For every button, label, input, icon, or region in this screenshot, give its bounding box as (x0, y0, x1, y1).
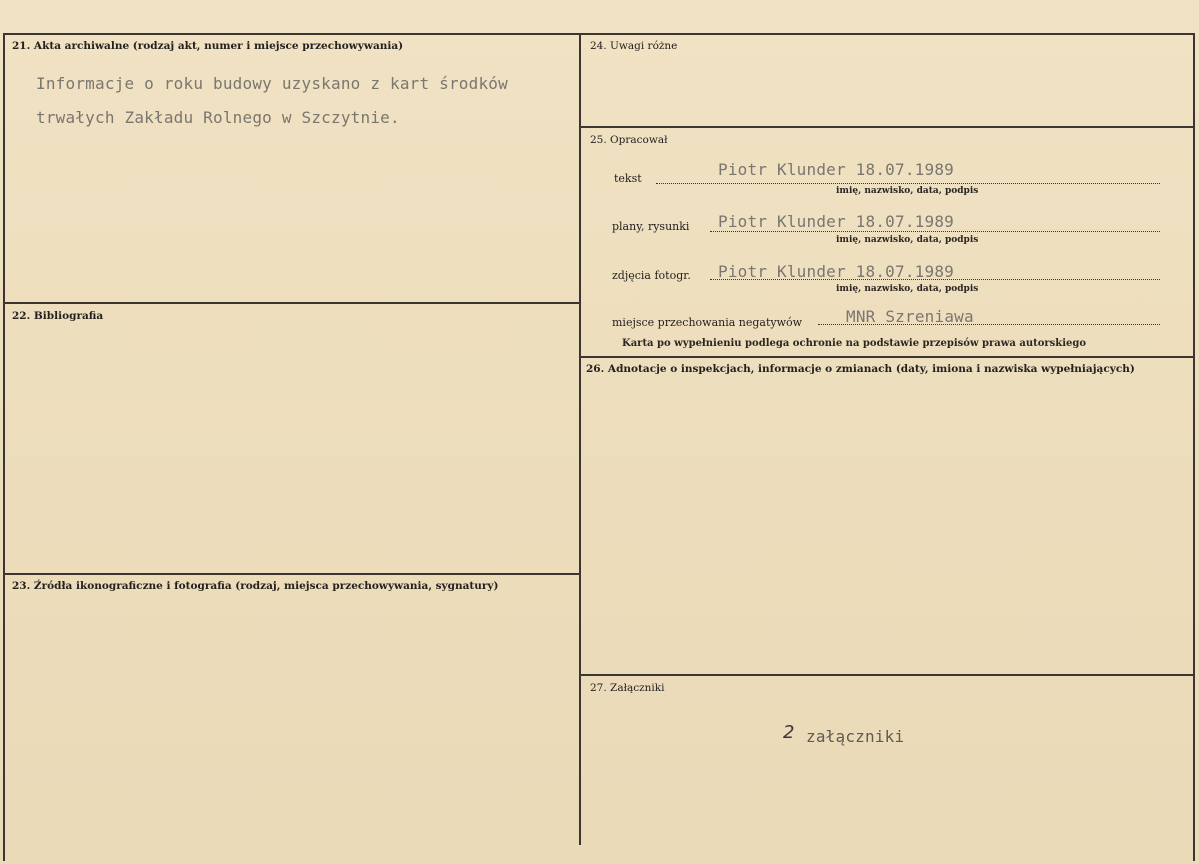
field-hint-photos: imię, nazwisko, data, podpis (836, 284, 979, 294)
field-label-plans: plany, rysunki (612, 220, 690, 233)
section-25-label: 25. Opracował (590, 134, 668, 146)
divider-21-22 (4, 302, 581, 304)
field-label-text: tekst (614, 172, 642, 185)
left-border (3, 33, 5, 861)
right-border (1193, 33, 1195, 861)
divider-26-27 (581, 674, 1193, 676)
field-label-negatives: miejsce przechowania negatywów (612, 316, 803, 329)
attachments-text: załączniki (806, 727, 905, 746)
field-line-text (656, 183, 1160, 184)
field-value-text: Piotr Klunder 18.07.1989 (718, 160, 954, 179)
section-24-label: 24. Uwagi różne (590, 40, 678, 52)
field-hint-plans: imię, nazwisko, data, podpis (836, 235, 979, 245)
section-27-label: 27. Załączniki (590, 682, 665, 694)
section-22-label: 22. Bibliografia (12, 310, 104, 322)
field-value-plans: Piotr Klunder 18.07.1989 (718, 212, 954, 231)
field-value-photos: Piotr Klunder 18.07.1989 (718, 262, 954, 281)
divider-24-25 (581, 126, 1193, 128)
section-21-label: 21. Akta archiwalne (rodzaj akt, numer i miejsce przechowywania) (12, 40, 404, 52)
divider-22-23 (4, 573, 581, 575)
center-divider (579, 33, 581, 845)
field-hint-text: imię, nazwisko, data, podpis (836, 186, 979, 196)
section-21-text-line1: Informacje o roku budowy uzyskano z kart środków (36, 74, 508, 93)
field-label-photos: zdjęcia fotogr. (612, 269, 691, 282)
divider-25-26 (581, 356, 1193, 358)
field-value-negatives: MNR Szreniawa (846, 307, 974, 326)
field-line-plans (710, 231, 1160, 232)
section-21-text-line2: trwałych Zakładu Rolnego w Szczytnie. (36, 108, 400, 127)
top-border (4, 33, 1195, 35)
attachments-count: 2 (783, 722, 795, 743)
section-26-label: 26. Adnotacje o inspekcjach, informacje o zmianach (daty, imiona i nazwiska wypełniających) (586, 363, 1135, 375)
copyright-note: Karta po wypełnieniu podlega ochronie na podstawie przepisów prawa autorskiego (622, 338, 1087, 349)
section-23-label: 23. Źródła ikonograficzne i fotografia (rodzaj, miejsca przechowywania, sygnatury) (12, 580, 499, 592)
